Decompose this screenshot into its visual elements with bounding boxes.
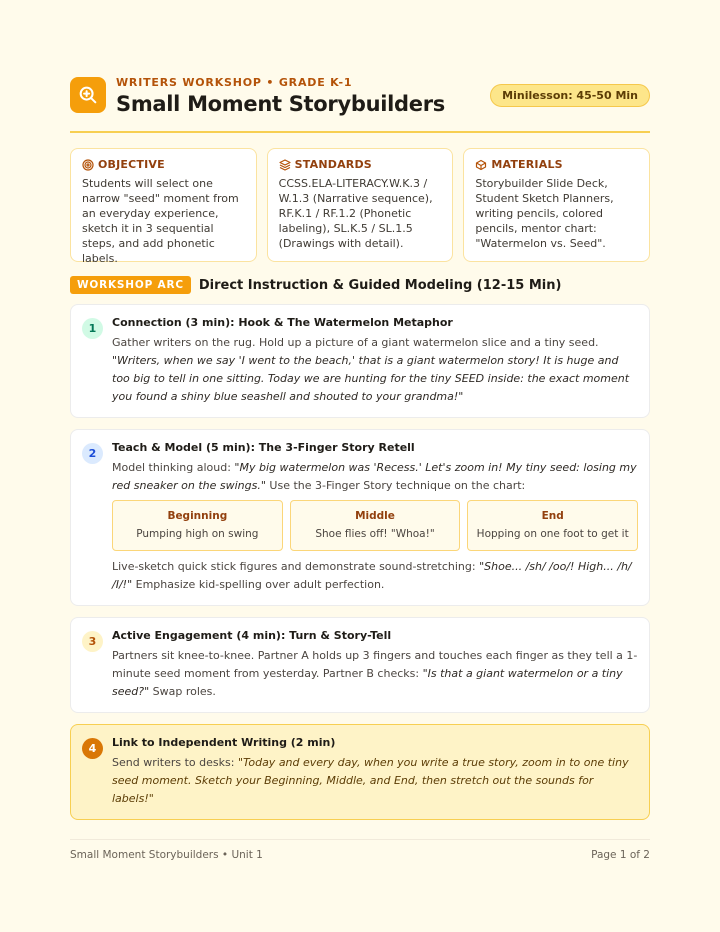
step-text-plain: Send writers to desks: [112, 756, 238, 769]
step-text [112, 459, 638, 495]
standards-card [267, 148, 454, 262]
step-text [112, 754, 638, 808]
step-quote: "Writers, when we say 'I went to the beach,' that is a giant watermelon story! It is huge and too big to tell in one sitting. Today we are hunting for the tiny SEED inside: the exact moment you found a shiny blue seashell and shouted to your grandma!" [112, 354, 630, 403]
step-card-4 [70, 724, 650, 820]
box-icon [475, 159, 487, 171]
stage-label: Beginning [167, 510, 228, 522]
step-quote: "Is that a giant watermelon or a tiny seed?" [112, 667, 623, 698]
stage-desc: Hopping on one foot to get it [476, 528, 629, 540]
stage-label: End [541, 510, 564, 522]
stage-desc: Shoe flies off! "Whoa!" [315, 528, 435, 540]
page-number: Page 1 of 2 [591, 849, 650, 861]
standards-heading-text: STANDARDS [294, 158, 372, 171]
header-divider [70, 131, 650, 133]
step-number: 3 [82, 631, 103, 652]
section-pill: WORKSHOP ARC [70, 276, 191, 294]
materials-card-body: Storybuilder Slide Deck, Student Sketch Planners, writing pencils, colored pencils, mentor chart: "Watermelon vs. Seed". [475, 177, 614, 250]
follow-text-plain: Live-sketch quick stick figures and demonstrate sound-stretching: [112, 560, 480, 573]
step-title: Connection (3 min): Hook & The Watermelon Metaphor [112, 316, 453, 329]
step-text-plain: Gather writers on the rug. Hold up a picture of a giant watermelon slice and a tiny seed. [112, 336, 599, 349]
step-text-plain: Partners sit knee-to-knee. Partner A holds up 3 fingers and touches each finger as they tell a 1-minute seed moment from yesterday. Partner B checks: [112, 649, 638, 680]
layers-icon [279, 159, 291, 171]
stage-middle [290, 500, 461, 551]
stage-label: Middle [355, 510, 395, 522]
standards-card-body: CCSS.ELA-LITERACY.W.K.3 / W.1.3 (Narrative sequence), RF.K.1 / RF.1.2 (Phonetic labeling), SL.K.5 / SL.1.5 (Drawings with detail). [278, 177, 433, 250]
objective-heading-text: OBJECTIVE [98, 158, 165, 171]
objective-card [70, 148, 257, 265]
objective-card-body: Students will select one narrow "seed" moment from an everyday experience, sketch it in 3 sequential steps, and add phonetic labels. [82, 177, 239, 265]
step-card-2 [70, 429, 650, 606]
step-card-3 [70, 617, 650, 713]
step-text-plain: Model thinking aloud: [112, 461, 235, 474]
stage-desc: Pumping high on swing [136, 528, 259, 540]
step-number: 2 [82, 443, 103, 464]
section-title: Direct Instruction & Guided Modeling (12-15 Min) [198, 277, 562, 293]
magnify-plus-icon [70, 77, 106, 113]
objective-card-heading [82, 158, 245, 171]
standards-card-heading [279, 158, 442, 171]
header-kicker: WRITERS WORKSHOP • GRADE K-1 [116, 76, 353, 89]
materials-card [463, 148, 650, 262]
target-icon [82, 159, 94, 171]
footer-left: Small Moment Storybuilders • Unit 1 [70, 849, 263, 861]
step-quote: "Today and every day, when you write a true story, zoom in to one tiny seed moment. Sketch your Beginning, Middle, and End, then stretch out the sounds for labels!" [112, 756, 629, 805]
page-footer [70, 839, 650, 861]
follow-text-after: Emphasize kid-spelling over adult perfection. [132, 578, 385, 591]
story-stages [112, 500, 638, 551]
info-cards [70, 148, 650, 265]
stage-end [467, 500, 638, 551]
page-title: Small Moment Storybuilders [116, 92, 445, 116]
step-title: Teach & Model (5 min): The 3-Finger Story Retell [112, 441, 415, 454]
step-title: Link to Independent Writing (2 min) [112, 736, 336, 749]
step-number: 1 [82, 318, 103, 339]
duration-badge: Minilesson: 45-50 Min [490, 84, 650, 107]
step-text-after: Use the 3-Finger Story technique on the chart: [265, 479, 526, 492]
step-text [112, 334, 638, 406]
step-follow-text [112, 558, 638, 594]
step-text [112, 647, 638, 701]
step-text-after: Swap roles. [149, 685, 216, 698]
section-heading [70, 276, 650, 294]
materials-card-heading [475, 158, 638, 171]
materials-heading-text: MATERIALS [491, 158, 563, 171]
header [70, 76, 650, 131]
stage-beginning [112, 500, 283, 551]
step-number: 4 [82, 738, 103, 759]
lesson-page [70, 76, 650, 820]
step-title: Active Engagement (4 min): Turn & Story-Tell [112, 629, 392, 642]
follow-quote: "Shoe... /sh/ /oo/! High... /h/ /I/!" [112, 560, 632, 591]
step-card-1 [70, 304, 650, 418]
step-quote: "My big watermelon was 'Recess.' Let's zoom in! My tiny seed: losing my red sneaker on the swings." [112, 461, 637, 492]
